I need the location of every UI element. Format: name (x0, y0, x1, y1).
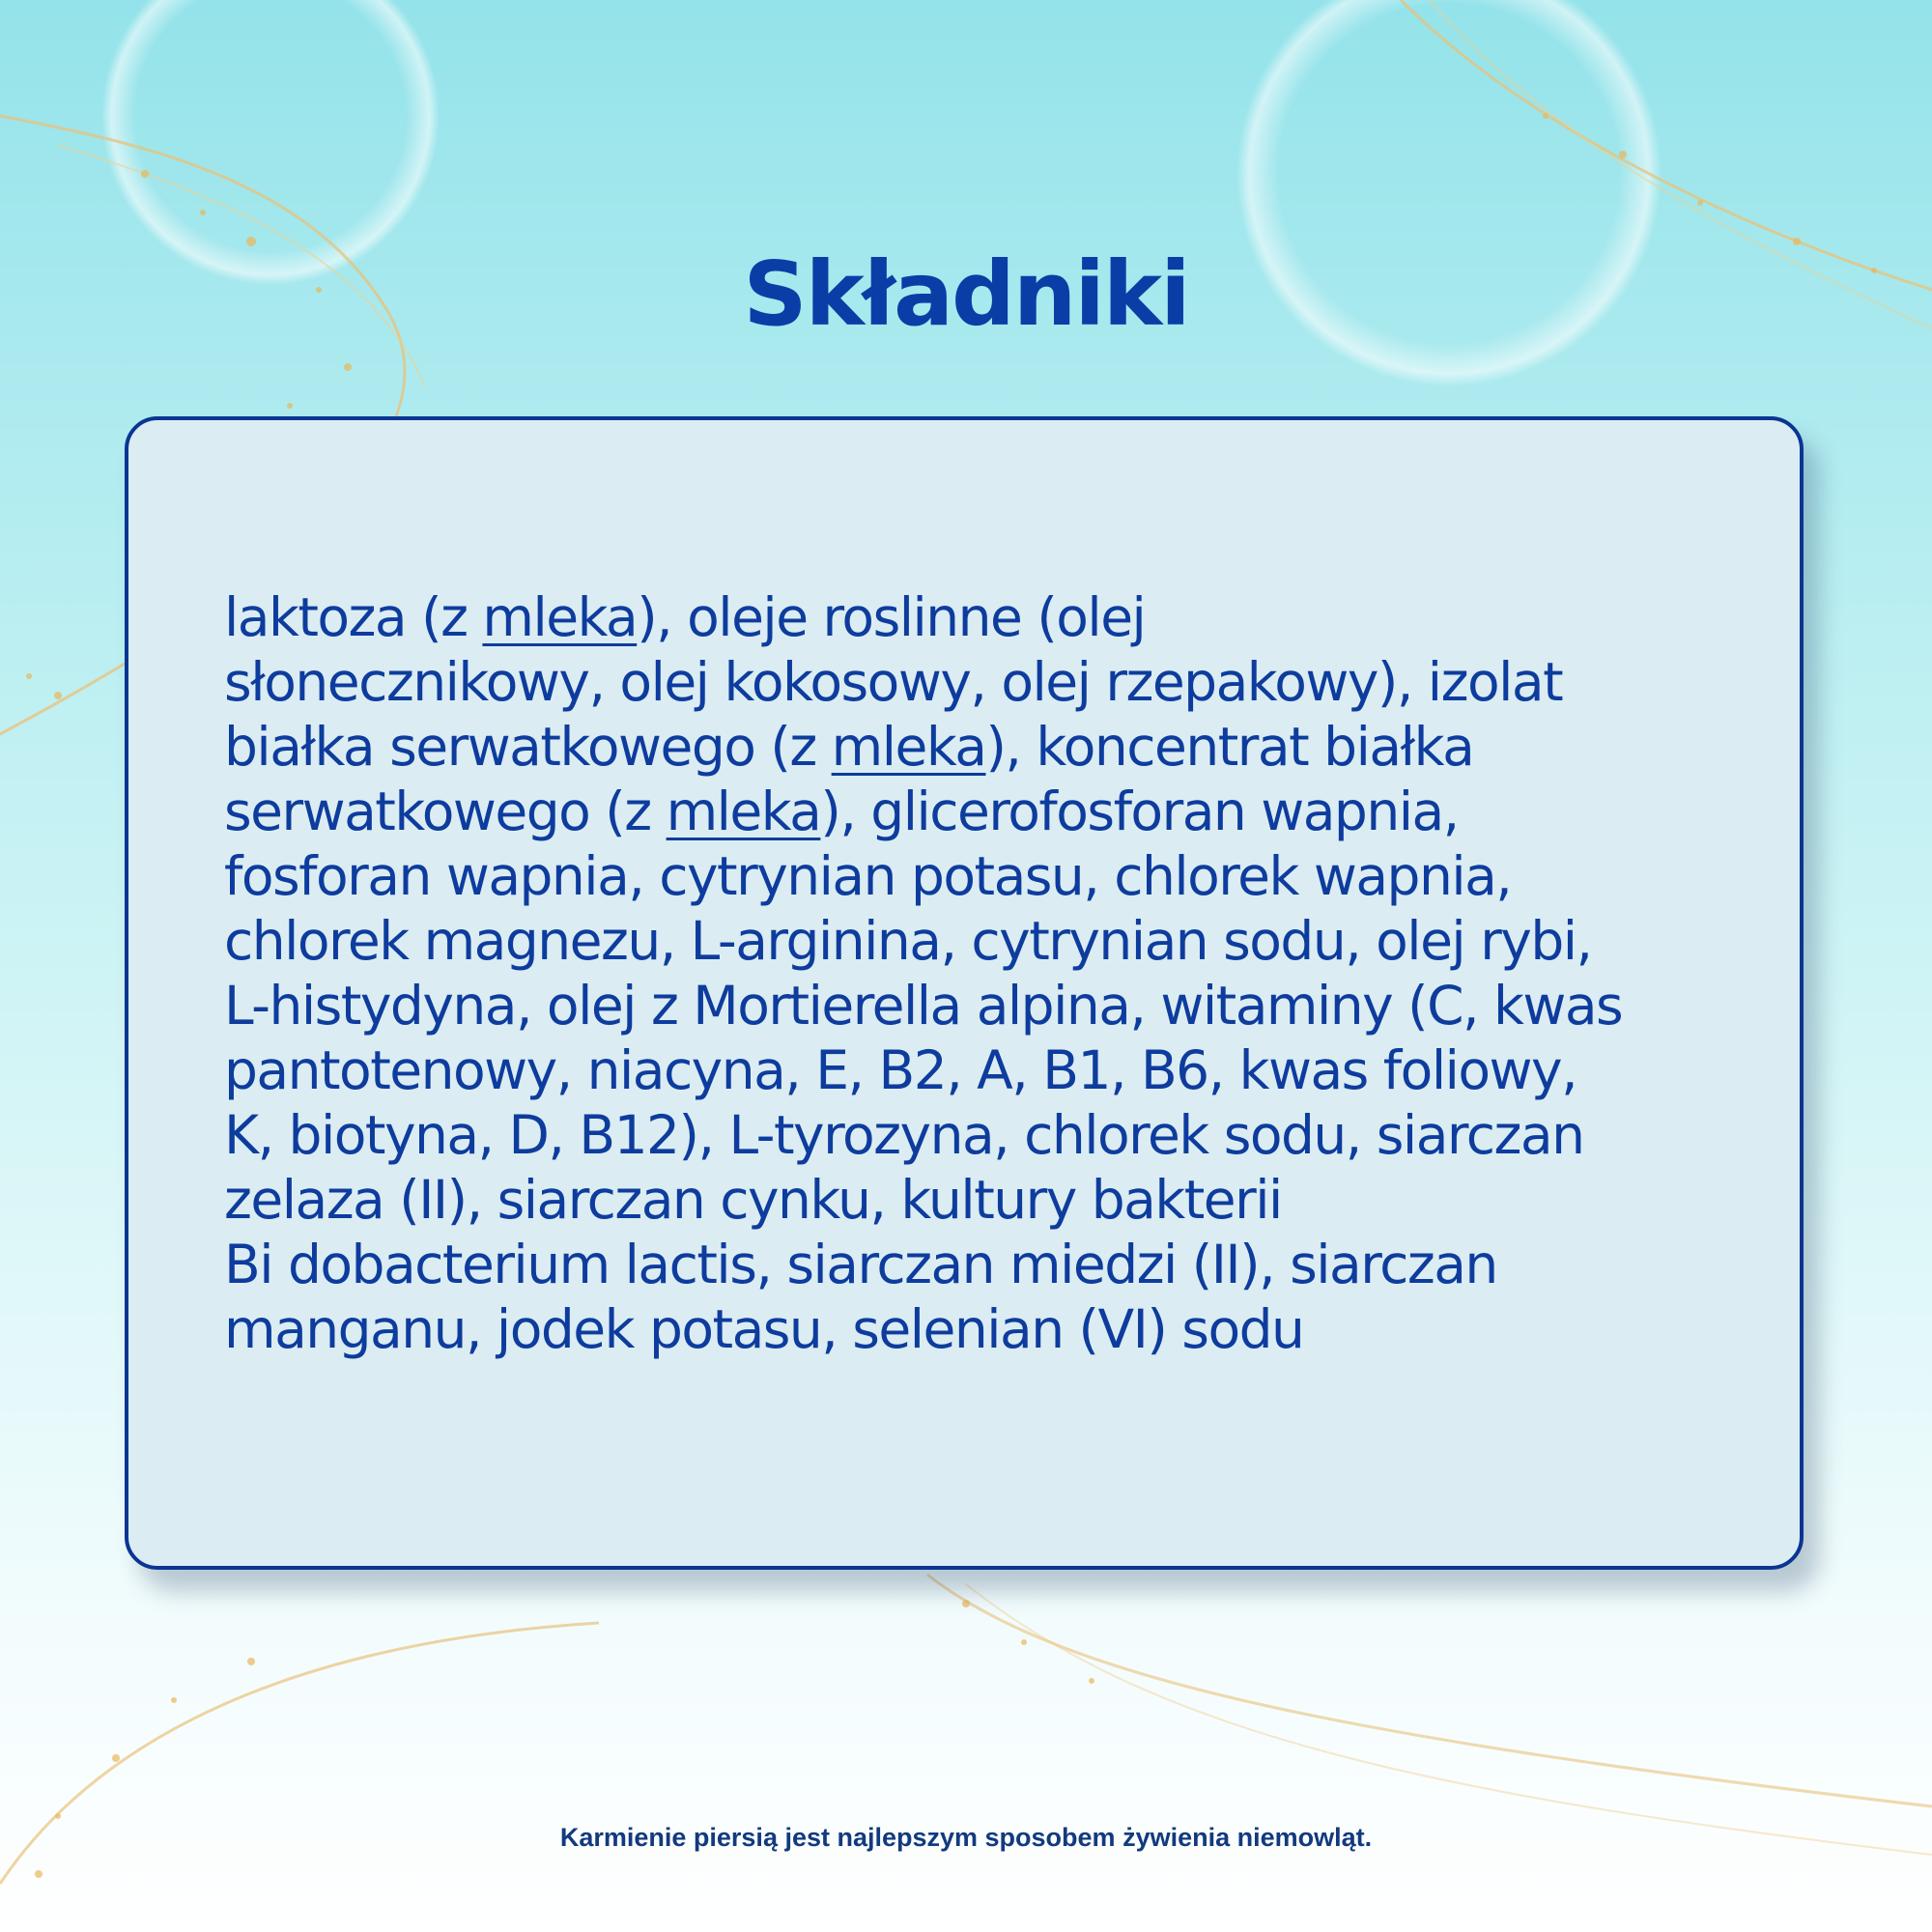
ingredients-line-11: Bi dobacterium lactis, siarczan miedzi (II), siarczan (224, 1234, 1497, 1295)
text-segment: ), oleje roslinne (olej (637, 586, 1146, 648)
text-segment: ), glicerofosforan wapnia, (820, 781, 1459, 842)
ingredients-line-3 (224, 715, 1731, 780)
ingredients-line-5: fosforan wapnia, cytrynian potasu, chlorek wapnia, (224, 845, 1512, 907)
allergen-milk: mleka (831, 716, 986, 778)
text-segment: serwatkowego (z (224, 781, 667, 842)
ingredients-line-6: chlorek magnezu, L-arginina, cytrynian sodu, olej rybi, (224, 910, 1592, 972)
ingredients-line-9: K, biotyna, D, B12), L-tyrozyna, chlorek sodu, siarczan (224, 1104, 1584, 1166)
allergen-milk: mleka (482, 586, 638, 648)
text-segment: ), koncentrat białka (985, 716, 1474, 778)
golden-swirl-bottom-right-2 (966, 1584, 1932, 1855)
text-segment: białka serwatkowego (z (224, 716, 832, 778)
ingredients-text (224, 585, 1731, 1362)
ingredients-line-2: słonecznikowy, olej kokosowy, olej rzepakowy), izolat (224, 651, 1563, 713)
ingredients-line-1 (224, 585, 1731, 650)
page-title: Składniki (743, 242, 1189, 346)
text-segment: laktoza (z (224, 586, 483, 648)
golden-swirl-bottom-right (927, 1575, 1932, 1806)
ingredients-line-10: zelaza (II), siarczan cynku, kultury bakterii (224, 1169, 1282, 1231)
ingredients-line-4 (224, 780, 1731, 844)
allergen-milk: mleka (666, 781, 821, 842)
ingredients-line-12: manganu, jodek potasu, selenian (VI) sodu (224, 1298, 1304, 1360)
breastfeeding-disclaimer: Karmienie piersią jest najlepszym sposobem żywienia niemowląt. (559, 1823, 1373, 1852)
ingredients-line-7: L-histydyna, olej z Mortierella alpina, witaminy (C, kwas (224, 975, 1623, 1037)
ingredients-line-8: pantotenowy, niacyna, E, B2, A, B1, B6, kwas foliowy, (224, 1039, 1577, 1101)
